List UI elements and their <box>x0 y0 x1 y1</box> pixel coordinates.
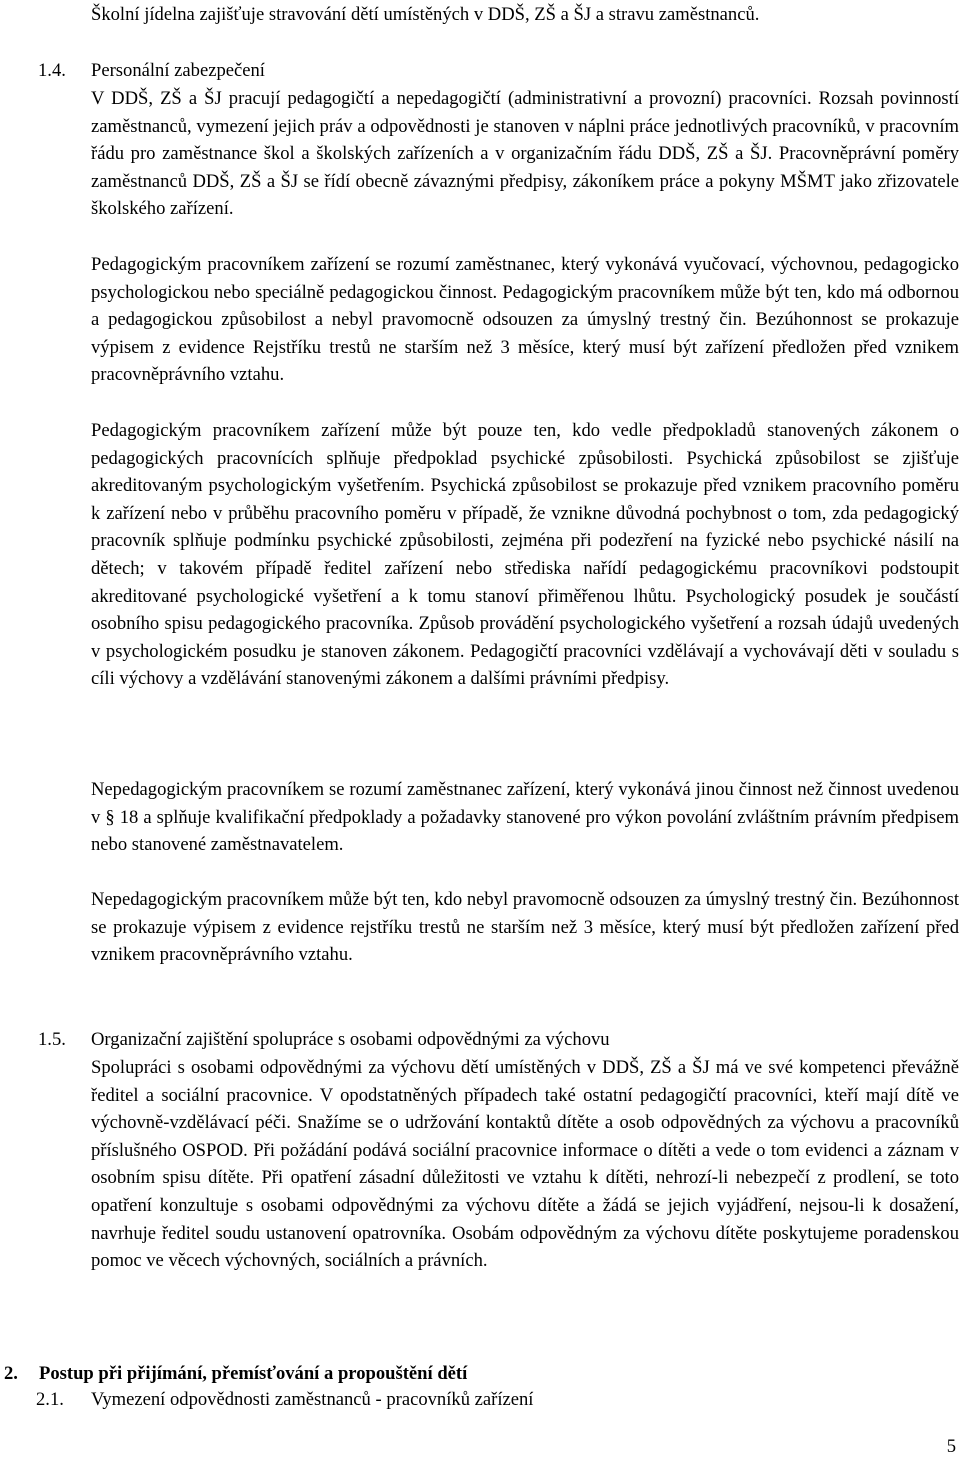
section-2-title: Postup při přijímání, přemísťování a propouštění dětí <box>39 1363 468 1384</box>
section-2-1-number: 2.1. <box>36 1389 64 1410</box>
section-1-4-title: Personální zabezpečení <box>91 60 265 81</box>
section-1-5-number: 1.5. <box>38 1029 66 1050</box>
section-1-4-paragraph-4: Nepedagogickým pracovníkem se rozumí zaměstnanec zařízení, který vykonává jinou činnost než činnost uvedenou v § 18 a splňuje kvalifikační předpoklady a požadavky stanovené pro výkon povolání zvláštním právním předpisem nebo stanovené zaměstnavatelem. <box>91 779 959 856</box>
section-1-5-title: Organizační zajištění spolupráce s osobami odpovědnými za výchovu <box>91 1029 610 1050</box>
section-1-4-paragraph-3: Pedagogickým pracovníkem zařízení může být pouze ten, kdo vedle předpokladů stanovených zákonem o pedagogických pracovnících splňuje předpoklad psychické způsobilosti. Psychická způsobilost se zjišťuje akreditovaným psychologickým vyšetřením. Psychická způsobilost se prokazuje před vznikem pracovního poměru k zařízení nebo v průběhu pracovního poměru v případě, že vznikne důvodná pochybnost o tom, zda pedagogický pracovník splňuje podmínku psychické způsobilosti, zejména při podezření na fyzické nebo psychické násilí na dětech; v takovém případě ředitel zařízení nebo střediska nařídí pedagogickému pracovníkovi podstoupit akreditované psychologické vyšetření a k tomu stanoví přiměřenou lhůtu. Psychologický posudek je součástí osobního spisu pedagogického pracovníka. Způsob provádění psychologického vyšetření a rozsah údajů uvedených v psychologickém posudku je stanoven zákonem. Pedagogičtí pracovníci vzdělávají a vychovávají děti v souladu s cíli výchovy a vzdělávání stanovenými zákonem a dalšími právními předpisy. <box>91 420 959 690</box>
section-2-number: 2. <box>4 1363 18 1384</box>
section-1-5-paragraph-1: Spolupráci s osobami odpovědnými za výchovu dětí umístěných v DDŠ, ZŠ a ŠJ má ve své kompetenci převážně ředitel a sociální pracovnice. V opodstatněných případech také ostatní pedagogičtí pracovníci, kteří mají dítě ve výchovně-vzdělávací péči. Snažíme se o udržování kontaktů dítěte a osob odpovědných za výchovu a pracovníků příslušného OSPOD. Při požádání podává sociální pracovnice informace o dítěti a vede o tom evidenci a záznam v osobním spisu dítěte. Při opatření zásadní důležitosti ve vztahu k dítěti, nehrozí-li nebezpečí z prodlení, se toto opatření konzultuje s osobami odpovědnými za výchovu dítěte a žádá se jejich vyjádření, nejsou-li k dosažení, navrhuje ředitel soudu ustanovení opatrovníka. Osobám odpovědným za výchovu dítěte poskytujeme poradenskou pomoc ve věcech výchovných, sociálních a právních. <box>91 1057 959 1272</box>
section-2-1-title: Vymezení odpovědnosti zaměstnanců - pracovníků zařízení <box>91 1389 534 1410</box>
section-1-4-number: 1.4. <box>38 60 66 81</box>
section-1-4-paragraph-5: Nepedagogickým pracovníkem může být ten, kdo nebyl pravomocně odsouzen za úmyslný trestný čin. Bezúhonnost se prokazuje výpisem z evidence rejstříku trestů ne starším než 3 měsíce, který musí být předložen zařízení před vznikem pracovněprávního vztahu. <box>91 889 959 966</box>
section-1-4-paragraph-2: Pedagogickým pracovníkem zařízení se rozumí zaměstnanec, který vykonává vyučovací, výchovnou, pedagogicko psychologickou nebo speciálně pedagogickou činnost. Pedagogickým pracovníkem může být ten, kdo má odbornou a pedagogickou způsobilost a nebyl pravomocně odsouzen za úmyslný trestný čin. Bezúhonnost se prokazuje výpisem z evidence Rejstříku trestů ne starším než 3 měsíce, který musí být zařízení předložen před vznikem pracovněprávního vztahu. <box>91 254 959 386</box>
section-1-4-paragraph-1: V DDŠ, ZŠ a ŠJ pracují pedagogičtí a nepedagogičtí (administrativní a provozní) pracovníci. Rozsah povinností zaměstnanců, vymezení jejich práv a odpovědnosti je stanoven v náplni práce jednotlivých pracovníků, v pracovním řádu pro zaměstnance škol a školských zařízeních a v organizačním řádu DDŠ, ZŠ a ŠJ. Pracovněprávní poměry zaměstnanců DDŠ, ZŠ a ŠJ se řídí obecně závaznými předpisy, zákoníkem práce a pokyny MŠMT jako zřizovatele školského zařízení. <box>91 88 959 220</box>
page-number: 5 <box>946 1436 956 1457</box>
intro-paragraph: Školní jídelna zajišťuje stravování dětí umístěných v DDŠ, ZŠ a ŠJ a stravu zaměstnanců. <box>91 4 760 25</box>
